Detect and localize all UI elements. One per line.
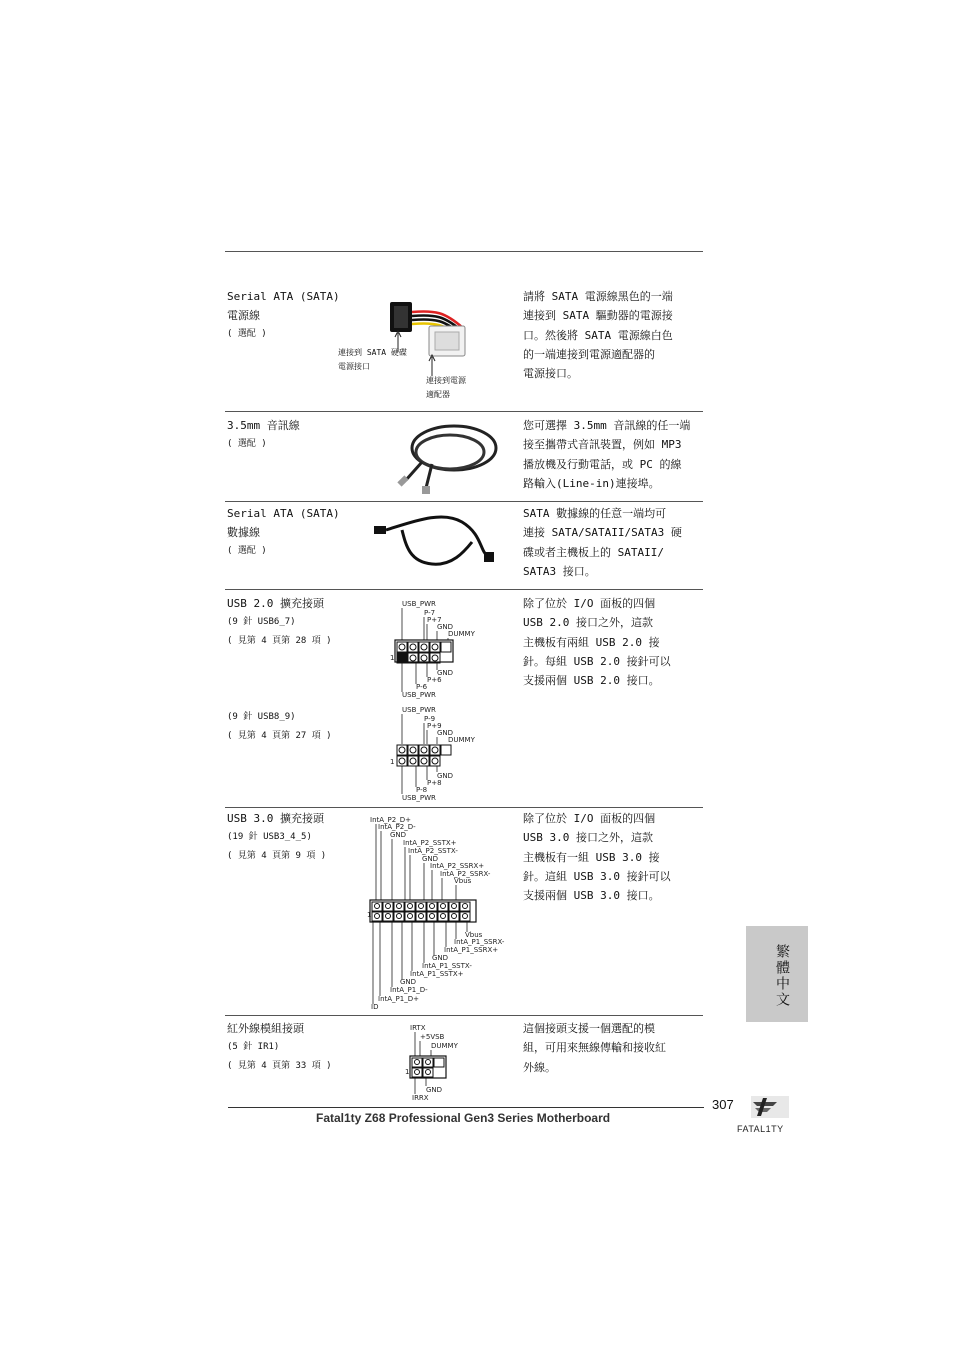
- pin-label: IntA_P2_SSTX-: [408, 847, 458, 855]
- header-pin-info: (19 針 USB3_4_5): [227, 832, 312, 842]
- header-pin-info: (9 針 USB6_7): [227, 617, 296, 627]
- ir-header-diagram: [404, 1022, 484, 1102]
- pin-label: GND: [400, 978, 417, 986]
- desc-line: 除了位於 I/O 面板的四個: [523, 812, 656, 825]
- desc-line: 針。每組 USB 2.0 接針可以: [523, 654, 671, 668]
- pin-label: IntA_P2_D-: [378, 823, 416, 831]
- desc-line: 連接 SATA/SATAII/SATA3 硬: [523, 526, 682, 540]
- row-divider: [225, 807, 703, 808]
- desc-line: 接至攜帶式音訊裝置，例如 MP3: [523, 438, 682, 452]
- pin-label: IntA_P2_SSRX+: [430, 862, 485, 870]
- header-page-ref: ( 見第 4 頁第 33 項 ): [227, 1061, 332, 1071]
- desc-line: 連接到 SATA 驅動器的電源接: [523, 309, 673, 323]
- pin-label: USB_PWR: [402, 691, 436, 699]
- row-optional-note: ( 選配 ): [227, 546, 267, 556]
- pin-label: Vbus: [454, 877, 472, 885]
- pin-label: P+6: [427, 676, 442, 684]
- desc-line: 支援兩個 USB 3.0 接口。: [523, 889, 660, 903]
- row-title: 3.5mm 音訊線: [227, 419, 300, 432]
- row-divider: [225, 501, 703, 502]
- sata-data-row: [227, 504, 340, 561]
- pin-label: P+8: [427, 779, 442, 787]
- caption-connect-power: 連接到電源: [426, 376, 466, 385]
- pin-label: GND: [432, 954, 449, 962]
- pin-label: GND: [422, 855, 439, 863]
- pin-label: GND: [437, 772, 454, 780]
- row-title: 紅外線模組接頭: [227, 1022, 304, 1035]
- top-rule: [225, 251, 703, 252]
- row-optional-note: ( 選配 ): [227, 439, 267, 449]
- usb3-row: [227, 809, 326, 866]
- pin-label: GND: [390, 831, 407, 839]
- page-number: 307: [712, 1097, 734, 1112]
- header-pin-info: (9 針 USB8_9): [227, 712, 296, 722]
- row-divider: [225, 589, 703, 590]
- sata-power-captions-2: [426, 374, 466, 402]
- svg-text:1: 1: [390, 654, 395, 662]
- pin-label: IntA_P2_D+: [370, 816, 411, 824]
- header-page-ref: ( 見第 4 頁第 28 項 ): [227, 636, 332, 646]
- pin-label: +5VSB: [420, 1033, 445, 1041]
- pin-label: P-9: [424, 715, 436, 723]
- svg-text:1: 1: [390, 758, 395, 766]
- pin-label: IntA_P2_SSRX-: [440, 870, 491, 878]
- pin-label: IntA_P2_SSTX+: [403, 839, 457, 847]
- audio-cable-description: [523, 416, 690, 493]
- header-page-ref: ( 見第 4 頁第 27 項 ): [227, 731, 332, 741]
- ir-row: [227, 1019, 332, 1076]
- usb2-header-b-pins: [395, 743, 455, 767]
- pin-label: IntA_P1_SSTX+: [410, 970, 464, 978]
- pin-label: IRRX: [412, 1094, 429, 1102]
- header-page-ref: ( 見第 4 頁第 9 項 ): [227, 851, 327, 861]
- pin-label: DUMMY: [448, 630, 475, 638]
- usb3-header-diagram: [368, 814, 508, 1012]
- sata-data-cable-image: [372, 512, 502, 572]
- row-title: 數據線: [227, 526, 260, 539]
- row-divider: [225, 1015, 703, 1016]
- caption-sata-drive: 連接到 SATA 硬碟: [338, 348, 407, 357]
- row-title: 電源線: [227, 309, 260, 322]
- sata-power-description: [523, 287, 673, 383]
- row-title: Serial ATA (SATA): [227, 507, 340, 520]
- header-pin-info: (5 針 IR1): [227, 1042, 280, 1052]
- desc-line: 除了位於 I/O 面板的四個: [523, 597, 656, 610]
- usb2-header-b-label: [227, 708, 332, 746]
- row-title: Serial ATA (SATA): [227, 290, 340, 303]
- pin-label: IntA_P1_SSRX-: [454, 938, 505, 946]
- language-side-tab: [746, 926, 808, 1022]
- svg-text:1: 1: [405, 1068, 410, 1076]
- pin-label: IntA_P1_D-: [390, 986, 428, 994]
- desc-line: 主機板有兩組 USB 2.0 接: [523, 635, 660, 649]
- desc-line: USB 2.0 接口之外，這款: [523, 616, 653, 630]
- desc-line: 碟或者主機板上的 SATAII/: [523, 545, 664, 559]
- audio-cable-image: [392, 414, 504, 498]
- fatal1ty-logo-icon: [737, 1094, 793, 1136]
- desc-line: 這個接頭支援一個選配的模: [523, 1022, 655, 1035]
- desc-line: SATA 數據線的任意一端均可: [523, 507, 667, 520]
- caption-power-connector: 電源接口: [338, 362, 370, 371]
- pin-label: Vbus: [465, 931, 483, 939]
- desc-line: 請將 SATA 電源線黑色的一端: [523, 290, 673, 303]
- desc-line: 外線。: [523, 1060, 556, 1074]
- row-optional-note: ( 選配 ): [227, 329, 267, 339]
- pin-label: P-8: [416, 786, 428, 794]
- sata-power-row: [227, 287, 340, 344]
- ir-description: [523, 1019, 666, 1077]
- pin-label: DUMMY: [431, 1042, 458, 1050]
- svg-text:1: 1: [367, 911, 372, 919]
- desc-line: 的一端連接到電源適配器的: [523, 347, 655, 361]
- footer-title: Fatal1ty Z68 Professional Gen3 Series Motherboard: [316, 1111, 611, 1125]
- pin-label: USB_PWR: [402, 706, 436, 714]
- audio-cable-row: [227, 416, 300, 454]
- row-title: USB 2.0 擴充接頭: [227, 597, 324, 610]
- sata-data-description: [523, 504, 682, 581]
- pin-label: IntA_P1_D+: [378, 995, 419, 1003]
- pin-label: GND: [437, 729, 454, 737]
- pin-label: GND: [426, 1086, 443, 1094]
- pin-label: USB_PWR: [402, 600, 436, 608]
- caption-arrow-right: [427, 354, 437, 376]
- desc-line: 針。這組 USB 3.0 接針可以: [523, 869, 671, 883]
- pin-label: P+7: [427, 616, 442, 624]
- desc-line: 電源接口。: [523, 367, 578, 381]
- footer-rule: [228, 1107, 704, 1108]
- pin-label: USB_PWR: [402, 794, 436, 802]
- usb3-description: [523, 809, 671, 905]
- pin-label: GND: [437, 623, 454, 631]
- language-label: 繁體中文: [774, 944, 790, 1008]
- desc-line: 口。然後將 SATA 電源線白色: [523, 328, 673, 342]
- usb2-description: [523, 594, 671, 690]
- desc-line: 組，可用來無線傳輸和接收紅: [523, 1041, 666, 1055]
- pin-label: P+9: [427, 722, 442, 730]
- usb2-header-a-pins: [395, 640, 455, 664]
- desc-line: 主機板有一組 USB 3.0 接: [523, 850, 660, 864]
- desc-line: 您可選擇 3.5mm 音訊線的任一端: [523, 419, 691, 432]
- pin-label: IntA_P1_SSTX-: [422, 962, 472, 970]
- pin-label: IRTX: [410, 1024, 426, 1032]
- pin-label: GND: [437, 669, 454, 677]
- pin-label: DUMMY: [448, 736, 475, 744]
- pin-label: P-7: [424, 609, 436, 617]
- desc-line: 路輸入(Line-in)連接埠。: [523, 476, 660, 490]
- desc-line: 支援兩個 USB 2.0 接口。: [523, 674, 660, 688]
- sata-power-captions: [338, 346, 407, 374]
- desc-line: USB 3.0 接口之外，這款: [523, 831, 653, 845]
- row-title: USB 3.0 擴充接頭: [227, 812, 324, 825]
- row-divider: [225, 411, 703, 412]
- pin-label: ID: [371, 1003, 379, 1011]
- usb2-row: [227, 594, 332, 651]
- pin-label: P-6: [416, 683, 428, 691]
- pin-label: IntA_P1_SSRX+: [444, 946, 499, 954]
- desc-line: 播放機及行動電話，或 PC 的線: [523, 457, 682, 471]
- caption-adapter: 適配器: [426, 390, 450, 399]
- logo-text: FATAL1TY: [737, 1124, 784, 1134]
- desc-line: SATA3 接口。: [523, 564, 596, 578]
